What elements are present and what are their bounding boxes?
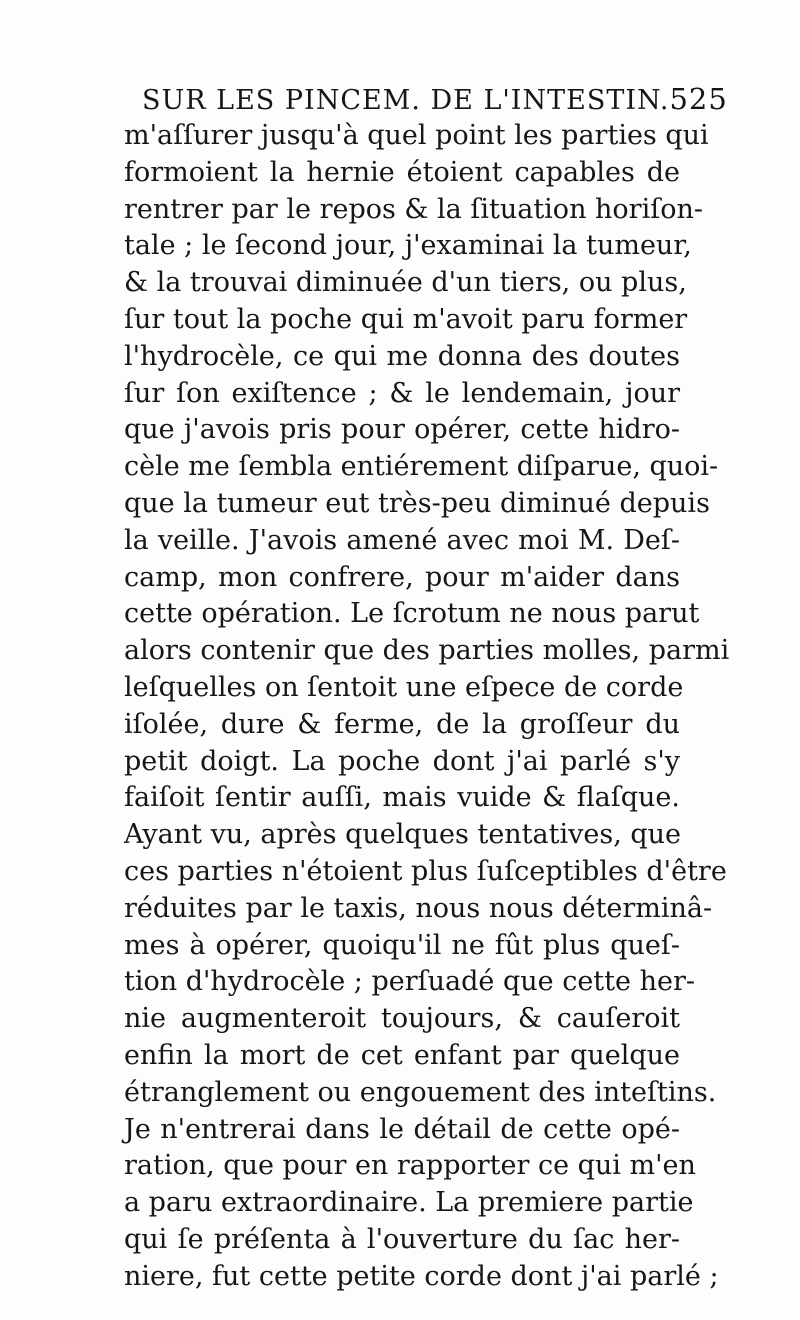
text-line: m'aſſurer jusqu'à quel point les parties qui <box>124 120 709 151</box>
text-line: ſur tout la poche qui m'avoit paru former <box>124 303 688 335</box>
text-line: niere, fut cette petite corde dont j'ai parlé ; <box>124 1260 719 1292</box>
text-line: rentrer par le repos & la ſituation horiſon- <box>124 193 703 225</box>
text-line: cèle me ſembla entiérement diſparue, quoi- <box>124 451 719 483</box>
text-line: que la tumeur eut très-peu diminué depuis <box>124 487 710 519</box>
text-line: faiſoit ſentir auſſi, mais vuide & flaſque. <box>124 782 680 814</box>
text-line: & la trouvai diminuée d'un tiers, ou plus, <box>124 267 687 299</box>
body-text <box>124 118 730 1296</box>
page-number: 525 <box>669 82 728 116</box>
text-line: petit doigt. La poche dont j'ai parlé s'y <box>124 745 680 777</box>
text-line: leſquelles on ſentoit une eſpece de corde <box>124 671 684 703</box>
text-line: Je n'entrerai dans le détail de cette opé- <box>124 1113 680 1145</box>
text-line: réduites par le taxis, nous nous déterminâ- <box>124 892 713 924</box>
text-line: ces parties n'étoient plus ſuſceptibles d'être <box>124 855 727 887</box>
text-line: cette opération. Le ſcrotum ne nous parut <box>124 598 700 630</box>
text-line: l'hydrocèle, ce qui me donna des doutes <box>124 340 680 372</box>
text-line: tion d'hydrocèle ; perſuadé que cette her- <box>124 966 695 998</box>
text-line: a paru extraordinaire. La premiere partie <box>124 1187 694 1219</box>
text-line: que j'avois pris pour opérer, cette hidro- <box>124 414 680 446</box>
text-line: formoient la hernie étoient capables de <box>124 156 680 188</box>
text-line: enfin la mort de cet enfant par quelque <box>124 1039 680 1071</box>
text-line: mes à opérer, quoiqu'il ne fût plus queſ- <box>124 929 680 961</box>
text-line: ration, que pour en rapporter ce qui m'en <box>124 1150 696 1182</box>
text-line: camp, mon confrere, pour m'aider dans <box>124 561 680 593</box>
text-line: alors contenir que des parties molles, parmi <box>124 635 730 667</box>
text-line: iſolée, dure & ferme, de la groſſeur du <box>124 708 680 740</box>
running-head <box>142 82 728 122</box>
running-title: SUR LES PINCEM. DE L'INTESTIN. <box>142 85 670 116</box>
text-line: étranglement ou engouement des inteſtins. <box>124 1076 717 1108</box>
text-line: ſur ſon exiſtence ; & le lendemain, jour <box>124 377 680 409</box>
text-line: qui ſe préſenta à l'ouverture du ſac her- <box>124 1223 680 1255</box>
text-line: Ayant vu, après quelques tentatives, que <box>124 819 682 851</box>
text-line: la veille. J'avois amené avec moi M. Deſ- <box>124 524 680 556</box>
text-line: nie augmenteroit toujours, & cauſeroit <box>124 1003 680 1035</box>
text-line: tale ; le ſecond jour, j'examinai la tumeur, <box>124 230 692 262</box>
